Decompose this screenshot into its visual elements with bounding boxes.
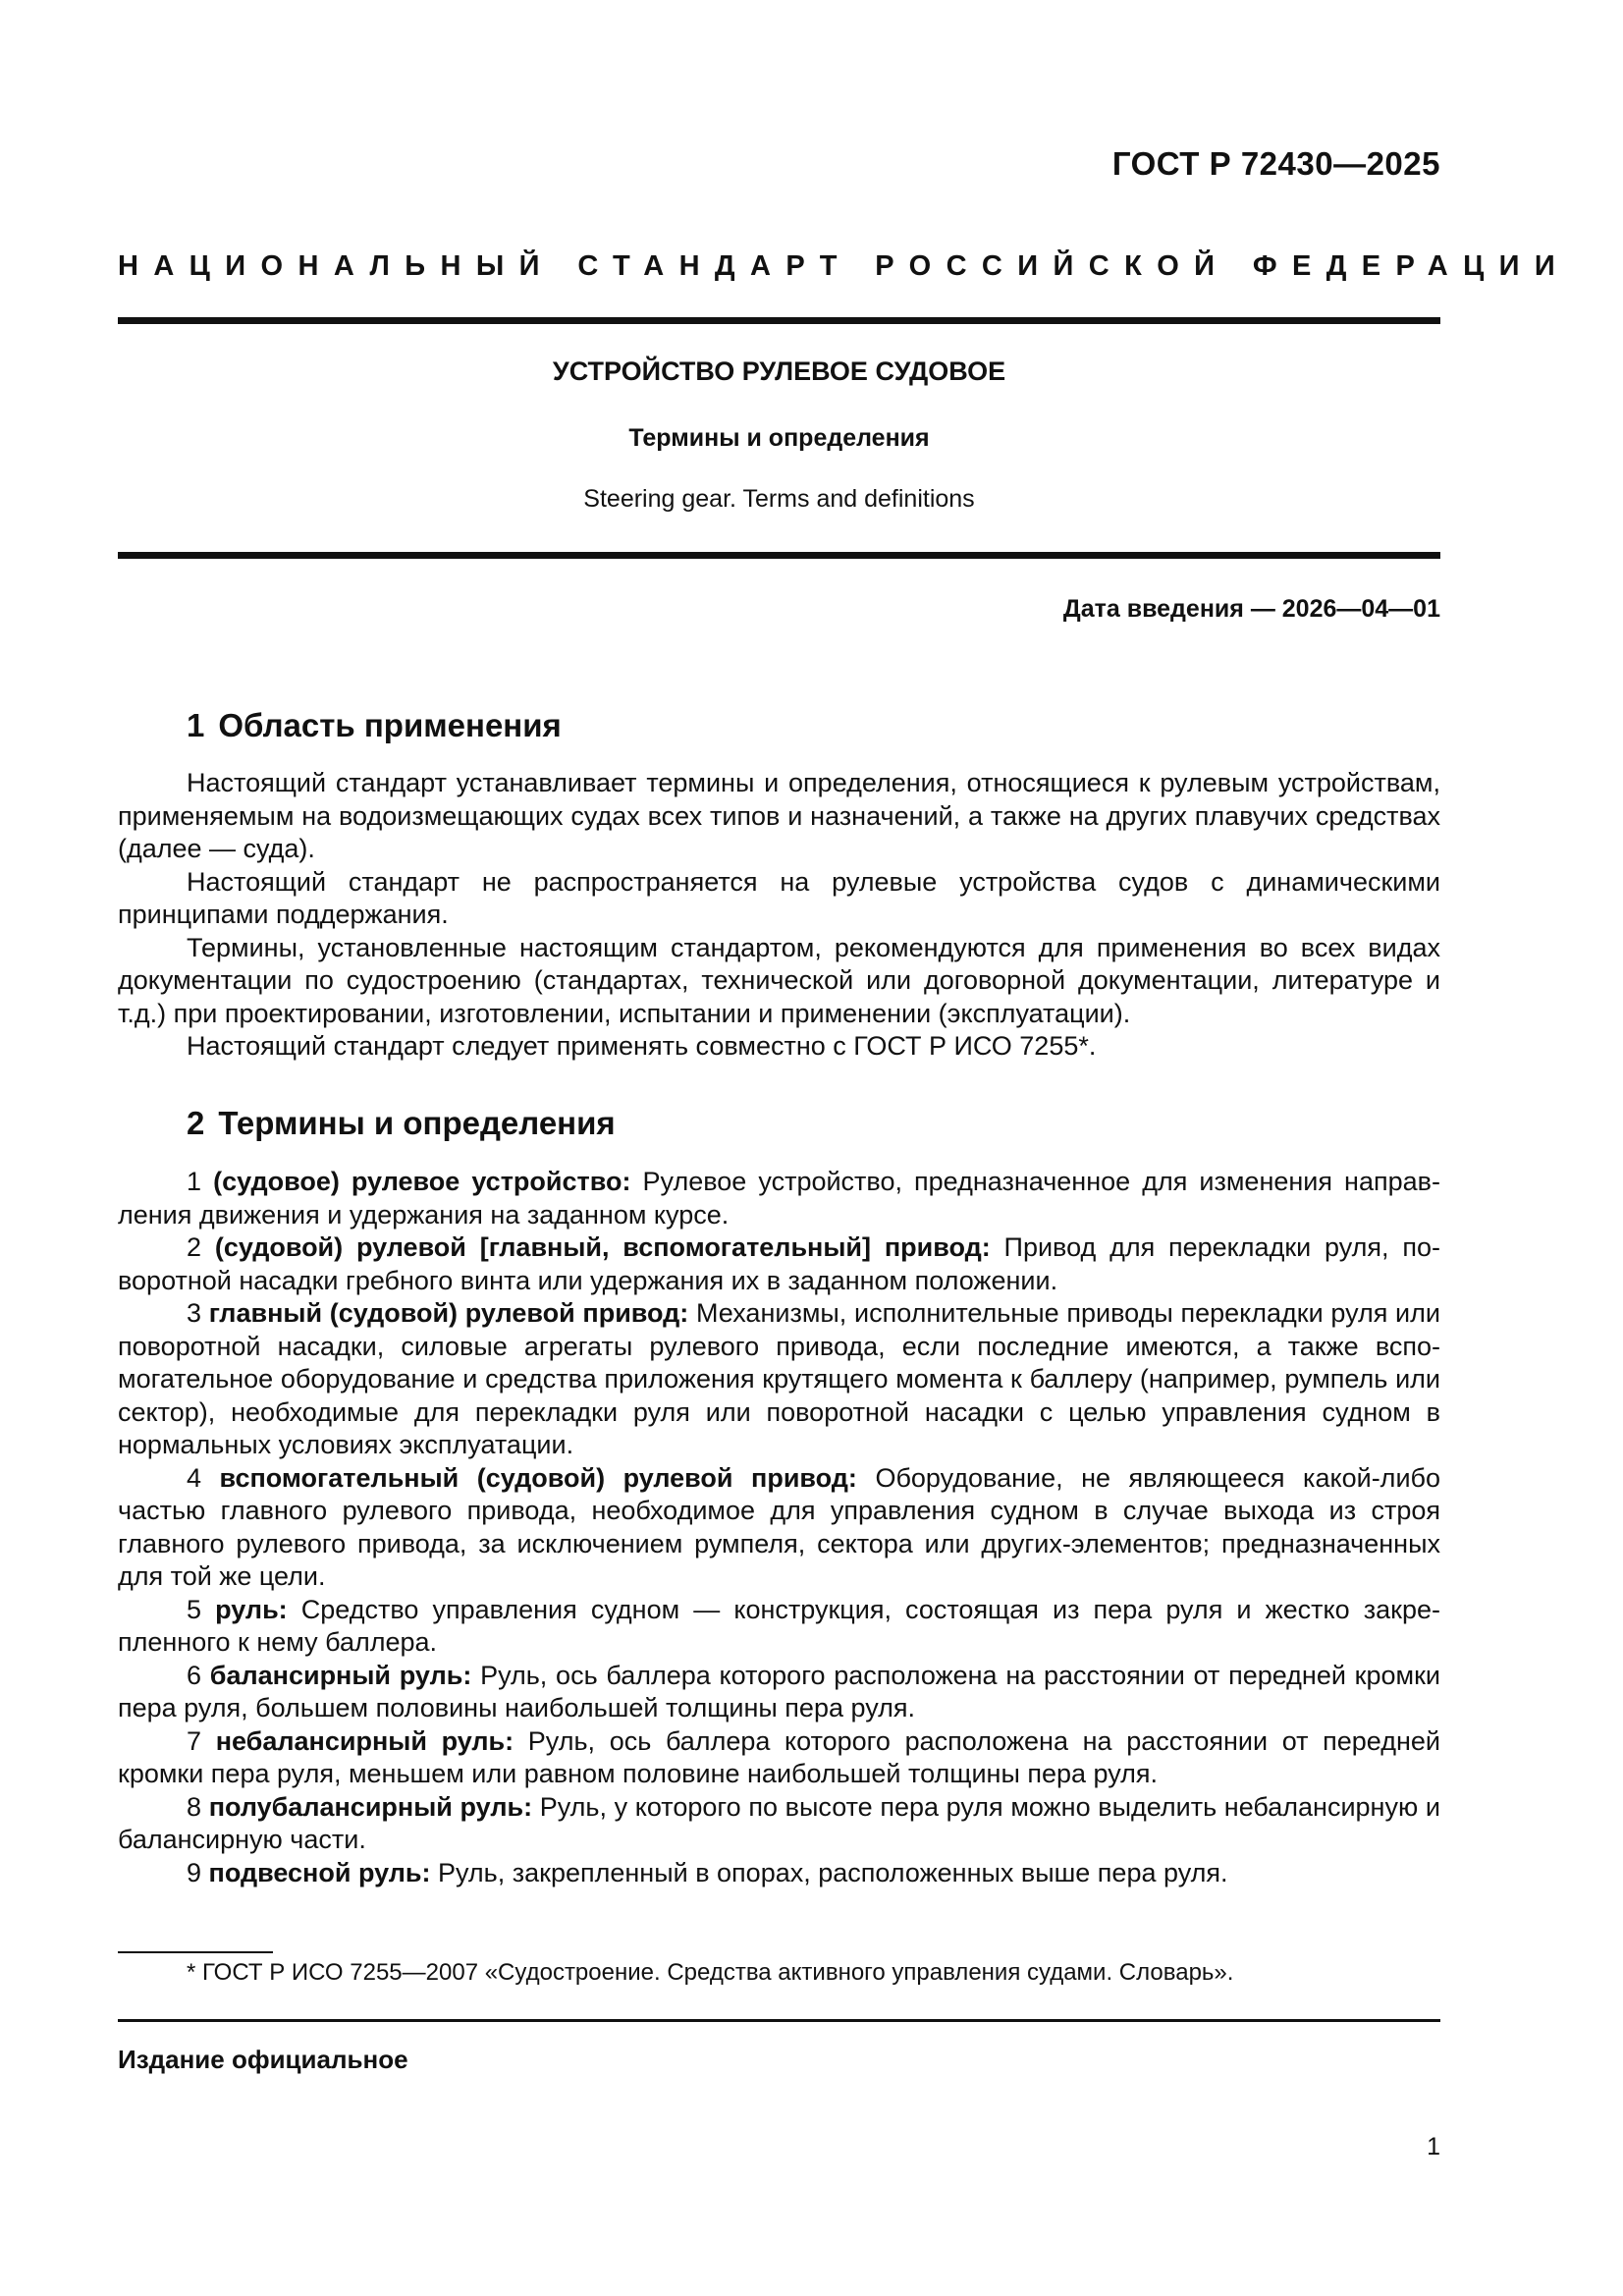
term-name: (судовой) рулевой [главный, вспомогательный] привод: — [214, 1232, 991, 1262]
term-number: 8 — [187, 1791, 202, 1822]
paragraph: Настоящий стандарт не распространяется на рулевые устройства судов с динамическими принципами поддержания. — [118, 866, 1440, 929]
introduction-date: Дата введения — 2026—04—01 — [1062, 595, 1440, 623]
term-entry — [118, 1297, 1440, 1462]
paragraph: Настоящий стандарт устанавливает термины и определения, относящиеся к рулевым устройствам, применяемым на водоизмещающих судах всех типов и назначений, а также на других плавучих средствах (далее — суда). — [118, 768, 1440, 863]
footnote: * ГОСТ Р ИСО 7255—2007 «Судостроение. Средства активного управления судами. Словарь». — [187, 1959, 1234, 1986]
official-edition-label: Издание официальное — [118, 2045, 408, 2074]
term-number: 9 — [187, 1857, 202, 1887]
term-entry — [118, 1725, 1440, 1791]
section-2-heading — [187, 1105, 616, 1142]
section-number: 1 — [187, 707, 205, 743]
term-number: 1 — [187, 1167, 202, 1196]
term-name: небалансирный руль: — [215, 1725, 514, 1756]
term-definition: Руль, ось баллера которого расположена на расстоянии от передней кромки пера руля, меньшем или равном половине наибольшей толщины пера руля. — [118, 1725, 1440, 1788]
standard-number: ГОСТ Р 72430—2025 — [1111, 145, 1440, 182]
term-name: балансирный руль: — [209, 1660, 472, 1690]
term-definition: Руль, ось баллера которого расположена на расстоянии от передней кромки пера руля, большем половины наибольшей толщины пера руля. — [118, 1660, 1440, 1722]
title-divider — [118, 552, 1440, 559]
term-definition: Механизмы, исполнительные приводы перекладки руля или поворотной насадки, силовые агрегаты рулевого привода, если последние имеются, а также вспомогательное оборудование и средства приложения крутящего момента к баллеру (например, румпель или сектор), необходимые для перекладки руля или поворотной насадки с целью управления судном в нормальных условиях эксплуатации. — [118, 1298, 1440, 1459]
footnote-separator — [118, 1951, 273, 1953]
term-name: (судовое) рулевое устройство: — [213, 1167, 631, 1196]
term-number: 5 — [187, 1594, 202, 1624]
term-name: главный (судовой) рулевой привод: — [208, 1298, 689, 1328]
document-title: УСТРОЙСТВО РУЛЕВОЕ СУДОВОЕ — [552, 356, 1006, 386]
term-name: руль: — [215, 1594, 288, 1624]
term-number: 4 — [187, 1462, 202, 1493]
national-standard-banner: НАЦИОНАЛЬНЫЙ СТАНДАРТ РОССИЙСКОЙ ФЕДЕРАЦИИ — [118, 250, 1571, 282]
term-name: полубалансирный руль: — [208, 1791, 533, 1822]
term-definition: Привод для перекладки руля, поворотной насадки гребного винта или удержания их в заданном положении. — [118, 1232, 1440, 1295]
term-number: 7 — [187, 1725, 202, 1756]
terms-list — [118, 1166, 1440, 1889]
header-divider — [118, 317, 1440, 324]
section-1-body — [118, 767, 1440, 1064]
document-subtitle: Термины и определения — [628, 424, 930, 452]
term-name: подвесной руль: — [208, 1857, 431, 1887]
term-entry — [118, 1594, 1440, 1660]
page-number: 1 — [1427, 2133, 1440, 2160]
paragraph: Настоящий стандарт следует применять совместно с ГОСТ Р ИСО 7255*. — [187, 1031, 1097, 1061]
term-definition: Рулевое устройство, предназначенное для изменения направления движения и удержания на заданном курсе. — [118, 1167, 1440, 1230]
term-entry — [118, 1462, 1440, 1594]
footer-divider — [118, 2019, 1440, 2022]
term-entry — [118, 1791, 1440, 1857]
paragraph: Термины, установленные настоящим стандартом, рекомендуются для применения во всех видах документации по судостроению (стандартах, технической или договорной документации, литературе и т.д.) при проектировании, изготовлении, испытании и применении (эксплуатации). — [118, 932, 1440, 1028]
term-definition: Руль, закрепленный в опорах, расположенных выше пера руля. — [438, 1857, 1228, 1887]
term-number: 3 — [187, 1298, 202, 1328]
term-definition: Руль, у которого по высоте пера руля можно выделить небалансирную и балансирную части. — [118, 1791, 1440, 1854]
term-entry — [118, 1166, 1440, 1231]
term-definition: Оборудование, не являющееся какой-либо частью главного рулевого привода, необходимое для управления судном в случае выхода из строя главного рулевого привода, за исключением румпеля, сектора или других-элементов; предназначенных для той же цели. — [118, 1462, 1441, 1591]
section-number: 2 — [187, 1105, 205, 1141]
term-entry — [118, 1231, 1440, 1297]
english-title: Steering gear. Terms and definitions — [583, 485, 975, 513]
term-entry — [118, 1857, 1440, 1890]
section-1-heading — [187, 707, 562, 744]
section-title: Термины и определения — [218, 1105, 616, 1141]
term-entry — [118, 1660, 1440, 1725]
section-title: Область применения — [218, 707, 562, 743]
term-number: 2 — [187, 1232, 202, 1262]
term-definition: Средство управления судном — конструкция, состоящая из пера руля и жестко закрепленного к нему баллера. — [118, 1594, 1440, 1657]
term-number: 6 — [187, 1660, 202, 1690]
term-name: вспомогательный (судовой) рулевой привод: — [219, 1462, 857, 1493]
